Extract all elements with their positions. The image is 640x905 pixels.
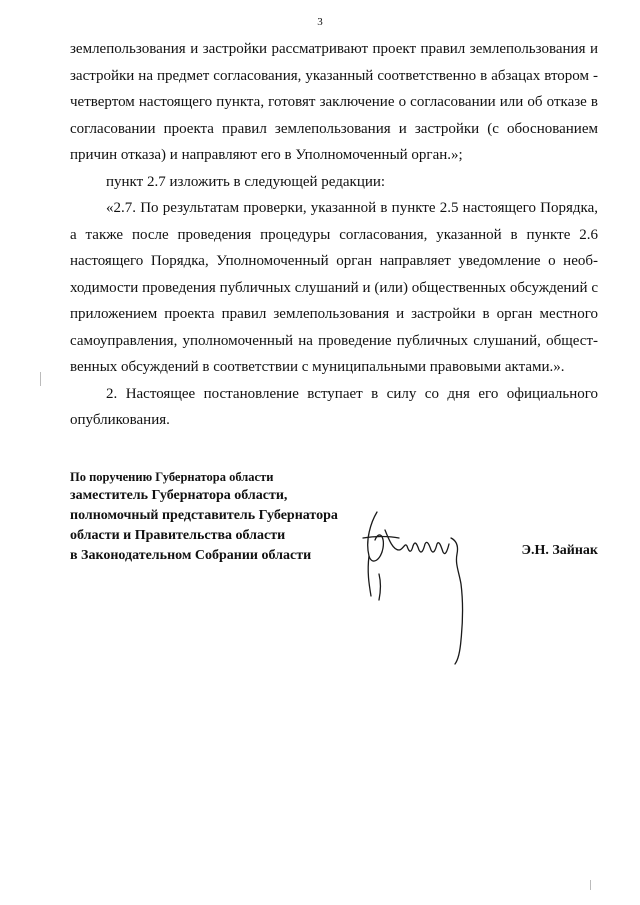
handwritten-signature <box>355 500 485 670</box>
scan-margin-mark <box>40 372 41 386</box>
signatory-position-line: полномочный представитель Губернатора <box>70 508 338 523</box>
signatory-title-block <box>70 468 598 566</box>
paragraph-effective-date: 2. Настоящее постановление вступает в силу со дня его официального опубликования. <box>70 385 598 428</box>
signer-name: Э.Н. Зайнак <box>521 543 598 558</box>
signatory-position-line: в Законодательном Собрании области <box>70 548 312 563</box>
signatory-authority-line: По поручению Губернатора области <box>70 470 274 484</box>
paragraph-continuation: землепользования и застройки рассматривают проект правил землепользования и застройки на предмет согласования, указанный соответственно в абзацах втором - четвертом настоящего пункта, готовят заключение о согласовании или об отказе в согласовании проекта правил землепользования и застройки (с обоснованием причин отказа) и направляют его в Уполномоченный орган.»; <box>70 41 598 163</box>
scan-margin-mark <box>590 880 591 890</box>
paragraph-clause-2-7: «2.7. По результатам проверки, указанной в пункте 2.5 настоящего Порядка, а также после проведения процедуры согласования, указанной в пункте 2.6 настоящего Порядка, Уполномоченный орган направляет уведомление о необходимости проведения публичных слушаний и (или) общественных обсуждений с приложением проекта правил землепользования и застройки в орган местного самоуправления, уполномоченный на проведение публичных слушаний, общественных обсуждений в соответствии с муниципальными правовыми актами.». <box>70 200 598 375</box>
paragraph-amendment-intro: пункт 2.7 изложить в следующей редакции: <box>106 173 386 190</box>
page-number: 3 <box>317 16 323 28</box>
document-body <box>70 36 598 434</box>
signatory-position-line: области и Правительства области <box>70 528 286 543</box>
signatory-position-line: заместитель Губернатора области, <box>70 488 288 503</box>
